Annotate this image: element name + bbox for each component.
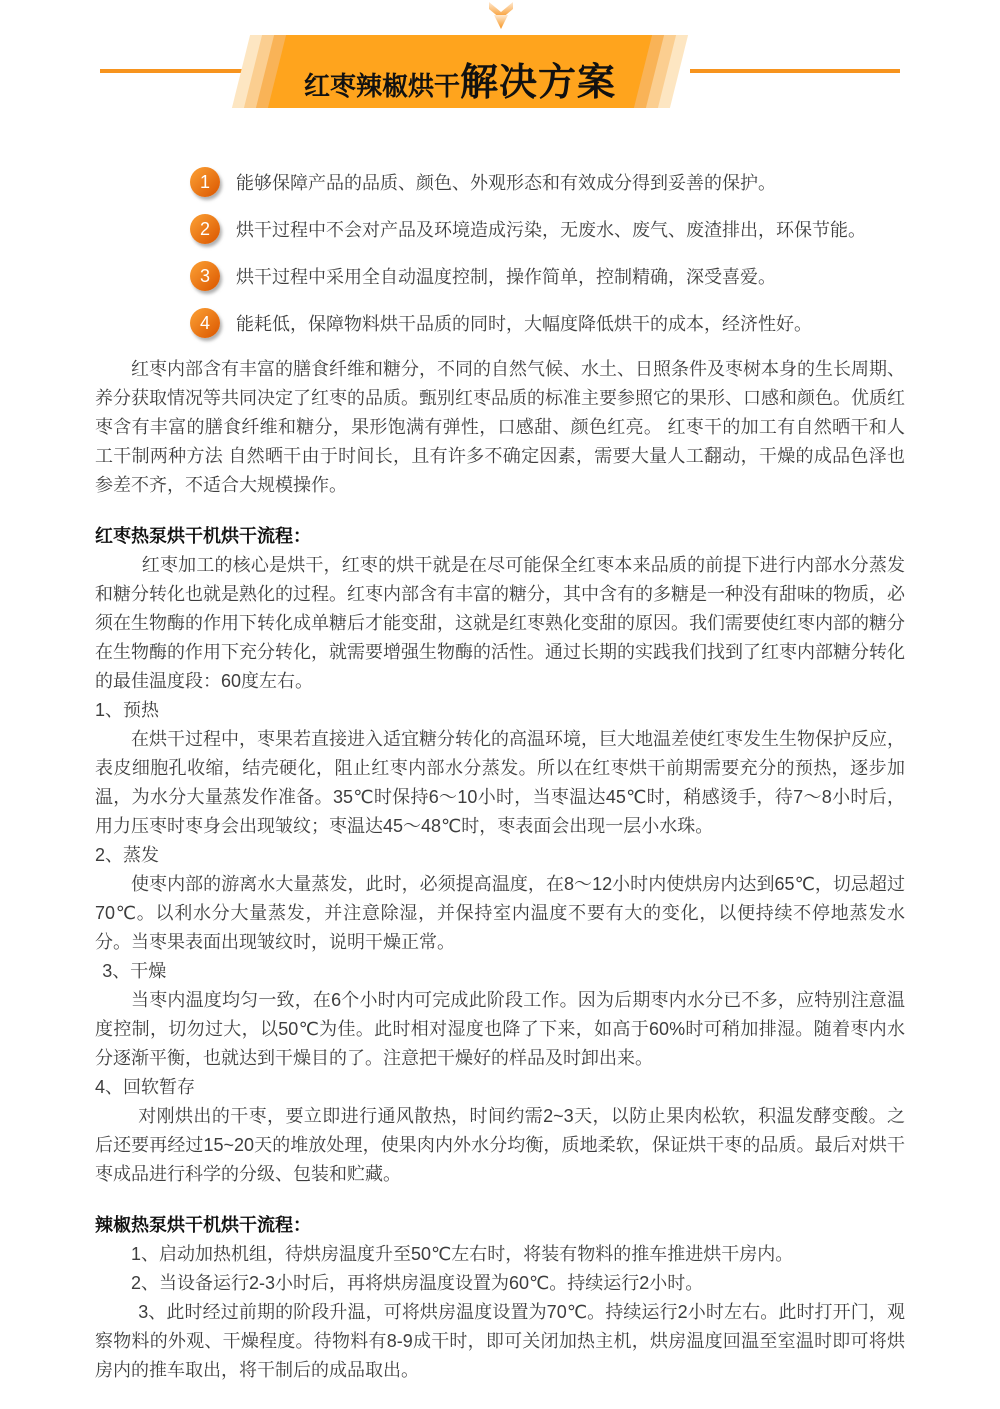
feature-text-1: 能够保障产品的品质、颜色、外观形态和有效成分得到妥善的保护。 xyxy=(236,173,776,193)
feature-item-2 xyxy=(190,214,1000,244)
number-badge-4: 4 xyxy=(190,308,220,338)
number-badge-1: 1 xyxy=(190,167,220,197)
jujube-step-4-title: 4、回软暂存 xyxy=(95,1077,196,1097)
divider-line-right xyxy=(690,69,900,73)
feature-text-3: 烘干过程中采用全自动温度控制，操作简单，控制精确，深受喜爱。 xyxy=(236,267,776,287)
intro-paragraph: 红枣内部含有丰富的膳食纤维和糖分，不同的自然气候、水土、日照条件及枣树本身的生长周期、养分获取情况等共同决定了红枣的品质。甄别红枣品质的标准主要参照它的果形、口感和颜色。优质红枣含有丰富的膳食纤维和糖分，果形饱满有弹性，口感甜、颜色红亮。 红枣干的加工有自然晒干和人工干制两种方法 自然晒干由于时间长，且有许多不确定因素，需要大量人工翻动，干燥的成品色泽也参差不齐，不适合大规模操作。 xyxy=(95,359,905,495)
chili-section-heading: 辣椒热泵烘干机烘干流程： xyxy=(95,1215,311,1235)
page-title-main: 解决方案 xyxy=(460,62,617,104)
feature-item-3 xyxy=(190,261,1000,291)
feature-list xyxy=(190,167,1000,338)
jujube-step-3-title: 3、干燥 xyxy=(102,961,167,981)
chevron-down-icon xyxy=(486,2,516,30)
jujube-step-3-body: 当枣内温度均匀一致，在6个小时内可完成此阶段工作。因为后期枣内水分已不多，应特别注意温度控制，切勿过大，以50℃为佳。此时相对湿度也降了下来，如高于60%时可稍加排湿。随着枣内水分逐渐平衡，也就达到干燥目的了。注意把干燥好的样品及时卸出来。 xyxy=(95,990,905,1068)
feature-item-4 xyxy=(190,308,1000,338)
page-title xyxy=(277,35,643,108)
feature-text-2: 烘干过程中不会对产品及环境造成污染，无废水、废气、废渣排出，环保节能。 xyxy=(236,220,866,240)
number-badge-3: 3 xyxy=(190,261,220,291)
chili-step-2: 2、当设备运行2-3小时后，再将烘房温度设置为60℃。持续运行2小时。 xyxy=(131,1273,704,1293)
jujube-step-4-body: 对刚烘出的干枣，要立即进行通风散热，时间约需2~3天，以防止果肉松软，积温发酵变酸。之后还要再经过15~20天的堆放处理，使果肉内外水分均衡，质地柔软，保证烘干枣的品质。最后对烘干枣成品进行科学的分级、包装和贮藏。 xyxy=(95,1106,905,1184)
jujube-section-heading: 红枣热泵烘干机烘干流程： xyxy=(95,526,311,546)
number-badge-2: 2 xyxy=(190,214,220,244)
jujube-overview-paragraph: 红枣加工的核心是烘干，红枣的烘干就是在尽可能保全红枣本来品质的前提下进行内部水分蒸发和糖分转化也就是熟化的过程。红枣内部含有丰富的糖分，其中含有的多糖是一种没有甜味的物质，必须在生物酶的作用下转化成单糖后才能变甜，这就是红枣熟化变甜的原因。我们需要使红枣内部的糖分在生物酶的作用下充分转化，就需要增强生物酶的活性。通过长期的实践我们找到了红枣内部糖分转化的最佳温度段：60度左右。 xyxy=(95,555,905,691)
jujube-step-1-body: 在烘干过程中，枣果若直接进入适宜糖分转化的高温环境，巨大地温差使红枣发生生物保护反应，表皮细胞孔收缩，结壳硬化，阻止红枣内部水分蒸发。所以在红枣烘干前期需要充分的预热，逐步加温，为水分大量蒸发作准备。35℃时保持6～10小时，当枣温达45℃时，稍感烫手，待7～8小时后，用力压枣时枣身会出现皱纹；枣温达45～48℃时，枣表面会出现一层小水珠。 xyxy=(95,729,905,836)
jujube-step-2-body: 使枣内部的游离水大量蒸发，此时，必须提高温度，在8～12小时内使烘房内达到65℃，切忌超过70℃。以利水分大量蒸发，并注意除湿，并保持室内温度不要有大的变化，以便持续不停地蒸发水分。当枣果表面出现皱纹时，说明干燥正常。 xyxy=(95,874,905,952)
feature-item-1 xyxy=(190,167,1000,197)
page-title-prefix: 红枣辣椒烘干 xyxy=(303,71,460,101)
jujube-step-1-title: 1、预热 xyxy=(95,700,160,720)
header-banner xyxy=(0,0,1000,150)
jujube-step-2-title: 2、蒸发 xyxy=(95,845,160,865)
chili-step-3: 3、此时经过前期的阶段升温，可将烘房温度设置为70℃。持续运行2小时左右。此时打开门，观察物料的外观、干燥程度。待物料有8-9成干时，即可关闭加热主机，烘房温度回温至室温时即可将烘房内的推车取出，将干制后的成品取出。 xyxy=(95,1302,905,1380)
feature-text-4: 能耗低，保障物料烘干品质的同时，大幅度降低烘干的成本，经济性好。 xyxy=(236,314,812,334)
article-body xyxy=(95,355,905,1385)
chili-step-1: 1、启动加热机组，待烘房温度升至50℃左右时，将装有物料的推车推进烘干房内。 xyxy=(131,1244,794,1264)
